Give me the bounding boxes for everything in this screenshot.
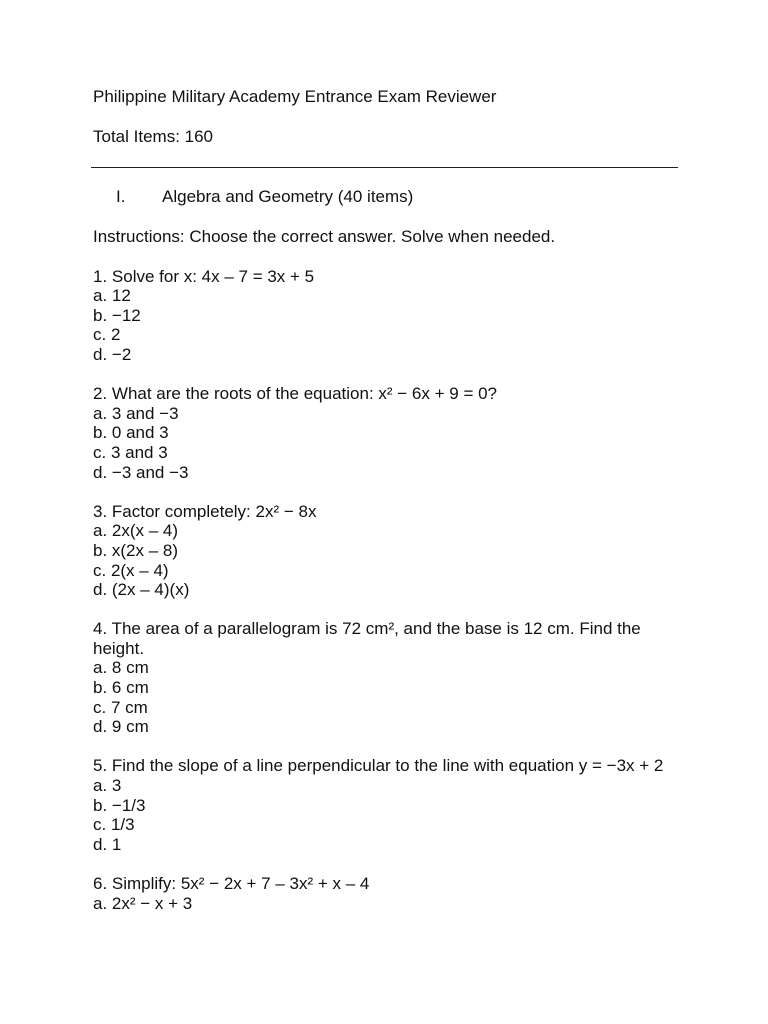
answer-choice: c. 1/3 (93, 815, 135, 835)
answer-choice: c. 2 (93, 325, 121, 345)
question-text: 2. What are the roots of the equation: x² − 6x + 9 = 0? (93, 384, 497, 404)
section-number: I. (116, 187, 126, 206)
question-item (93, 874, 683, 913)
answer-choice: c. 2(x – 4) (93, 560, 169, 580)
total-items: Total Items: 160 (93, 126, 214, 146)
question-text: 1. Solve for x: 4x – 7 = 3x + 5 (93, 266, 315, 286)
answer-choice: b. 0 and 3 (93, 423, 169, 443)
answer-choice: a. 3 and −3 (93, 403, 179, 423)
answer-choice: a. 8 cm (93, 658, 149, 678)
question-list (93, 267, 683, 914)
answer-choice: d. 9 cm (93, 717, 149, 737)
answer-choice: a. 2x² − x + 3 (93, 893, 193, 913)
document-title: Philippine Military Academy Entrance Exam Reviewer (93, 87, 497, 106)
question-item (93, 267, 683, 365)
answer-choice: a. 12 (93, 286, 131, 306)
question-item (93, 502, 683, 600)
answer-choice: a. 3 (93, 776, 122, 796)
answer-choice: d. (2x – 4)(x) (93, 580, 190, 600)
instructions: Instructions: Choose the correct answer. Solve when needed. (93, 227, 556, 246)
horizontal-divider (91, 167, 678, 168)
question-text: 4. The area of a parallelogram is 72 cm², and the base is 12 cm. Find the height. (93, 619, 641, 658)
answer-choice: d. 1 (93, 834, 122, 854)
answer-choice: d. −2 (93, 344, 132, 364)
question-item (93, 619, 683, 737)
question-text: 5. Find the slope of a line perpendicular to the line with equation y = −3x + 2 (93, 756, 664, 776)
answer-choice: a. 2x(x – 4) (93, 521, 179, 541)
answer-choice: b. x(2x – 8) (93, 540, 179, 560)
answer-choice: c. 7 cm (93, 697, 148, 717)
question-text: 3. Factor completely: 2x² − 8x (93, 501, 317, 521)
section-title: Algebra and Geometry (40 items) (162, 187, 414, 206)
question-item (93, 384, 683, 482)
question-item (93, 756, 683, 854)
document-header (93, 87, 683, 146)
answer-choice: b. −12 (93, 305, 141, 325)
answer-choice: b. 6 cm (93, 678, 149, 698)
answer-choice: c. 3 and 3 (93, 442, 168, 462)
answer-choice: d. −3 and −3 (93, 462, 189, 482)
section-heading (93, 187, 683, 207)
exam-section (93, 187, 683, 933)
answer-choice: b. −1/3 (93, 795, 146, 815)
question-text: 6. Simplify: 5x² − 2x + 7 – 3x² + x – 4 (93, 874, 370, 893)
